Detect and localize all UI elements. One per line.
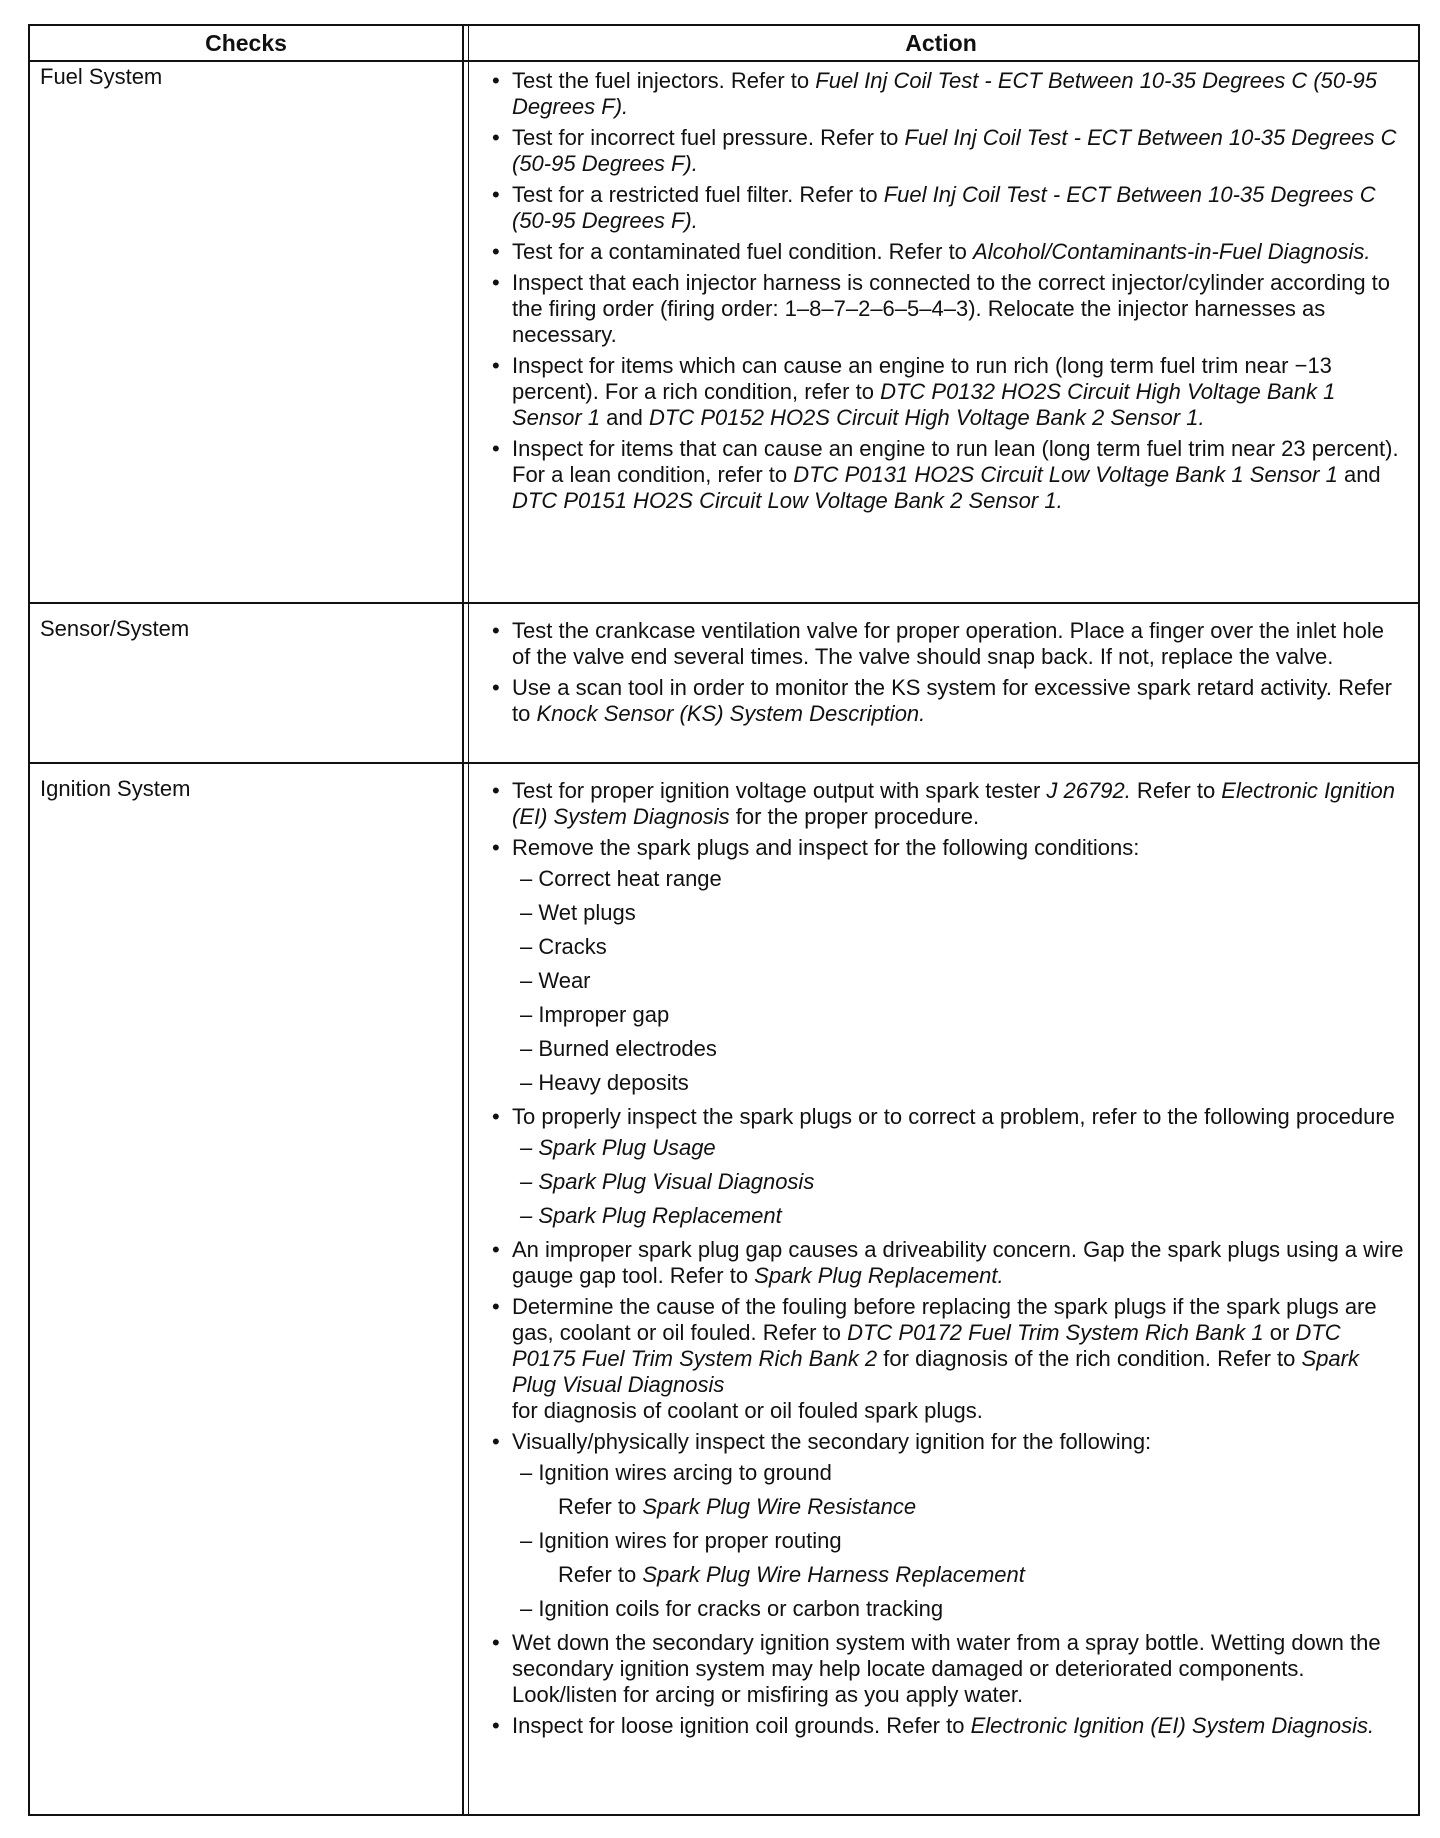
action-column-header: Action — [905, 30, 977, 56]
action-item: • Test for a restricted fuel filter. Refer to Fuel Inj Coil Test - ECT Between 10-35 Degrees C (50-95 Degrees F). — [488, 182, 1408, 234]
action-item: • To properly inspect the spark plugs or to correct a problem, refer to the following procedure — [488, 1104, 1408, 1130]
action-item: • Use a scan tool in order to monitor the KS system for excessive spark retard activity. Refer to Knock Sensor (KS) System Description. — [488, 675, 1408, 727]
column-divider — [462, 26, 464, 1814]
sub-item: – Improper gap — [520, 1002, 670, 1027]
action-item: • Test for incorrect fuel pressure. Refer to Fuel Inj Coil Test - ECT Between 10-35 Degrees C (50-95 Degrees F). — [488, 125, 1408, 177]
action-item: • Inspect for loose ignition coil grounds. Refer to Electronic Ignition (EI) System Diagnosis. — [488, 1713, 1408, 1739]
action-item: • Test the crankcase ventilation valve for proper operation. Place a finger over the inlet hole of the valve end several times. The valve should snap back. If not, replace the valve. — [488, 618, 1408, 670]
row-separator — [30, 762, 1418, 764]
action-cell-sensor-system — [488, 618, 1408, 732]
check-fuel-system: Fuel System — [40, 64, 163, 89]
action-item: • Visually/physically inspect the secondary ignition for the following: — [488, 1429, 1408, 1455]
sub-item: – Correct heat range — [520, 866, 722, 891]
sub-item: – Wear — [520, 968, 591, 993]
sub-reference: Refer to Spark Plug Wire Harness Replacement — [558, 1562, 1025, 1587]
sub-item: – Spark Plug Usage — [520, 1135, 716, 1160]
action-item: • Wet down the secondary ignition system with water from a spray bottle. Wetting down the secondary ignition system may help locate damaged or deteriorated components. Look/listen for arcing or misfiring as you apply water. — [488, 1630, 1408, 1708]
table-header — [30, 26, 1418, 62]
action-cell-ignition-system — [488, 778, 1408, 1744]
action-item: • Test the fuel injectors. Refer to Fuel Inj Coil Test - ECT Between 10-35 Degrees C (50-95 Degrees F). — [488, 68, 1408, 120]
sub-reference: Refer to Spark Plug Wire Resistance — [558, 1494, 917, 1519]
sub-item: – Spark Plug Replacement — [520, 1203, 782, 1228]
checks-column-header: Checks — [205, 30, 287, 56]
action-item: • An improper spark plug gap causes a driveability concern. Gap the spark plugs using a wire gauge gap tool. Refer to Spark Plug Replacement. — [488, 1237, 1408, 1289]
sub-item: – Cracks — [520, 934, 607, 959]
action-item: • Determine the cause of the fouling before replacing the spark plugs if the spark plugs are gas, coolant or oil fouled. Refer to DTC P0172 Fuel Trim System Rich Bank 1 or DTC P0175 Fuel Trim System Rich Bank 2 for diagnosis of the rich condition. Refer to Spark Plug Visual Diagnosis for diagnosis of coolant or oil fouled spark plugs. — [488, 1294, 1408, 1424]
diagnostic-table — [28, 24, 1420, 1816]
check-sensor-system: Sensor/System — [40, 616, 190, 641]
row-separator — [30, 602, 1418, 604]
sub-item: – Ignition coils for cracks or carbon tracking — [520, 1596, 944, 1621]
check-ignition-system: Ignition System — [40, 776, 191, 801]
column-divider-inner — [468, 26, 469, 1814]
sub-item: – Wet plugs — [520, 900, 636, 925]
sub-item: – Burned electrodes — [520, 1036, 717, 1061]
sub-item: – Ignition wires for proper routing — [520, 1528, 842, 1553]
action-cell-fuel-system — [488, 68, 1408, 519]
action-item: • Remove the spark plugs and inspect for the following conditions: — [488, 835, 1408, 861]
action-item: • Inspect for items that can cause an engine to run lean (long term fuel trim near 23 percent). For a lean condition, refer to DTC P0131 HO2S Circuit Low Voltage Bank 1 Sensor 1 and DTC P0151 HO2S Circuit Low Voltage Bank 2 Sensor 1. — [488, 436, 1408, 514]
sub-item: – Spark Plug Visual Diagnosis — [520, 1169, 815, 1194]
sub-item: – Ignition wires arcing to ground — [520, 1460, 832, 1485]
action-item: • Test for proper ignition voltage output with spark tester J 26792. Refer to Electronic Ignition (EI) System Diagnosis for the proper procedure. — [488, 778, 1408, 830]
action-item: • Inspect that each injector harness is connected to the correct injector/cylinder according to the firing order (firing order: 1–8–7–2–6–5–4–3). Relocate the injector harnesses as necessary. — [488, 270, 1408, 348]
action-item: • Test for a contaminated fuel condition. Refer to Alcohol/Contaminants-in-Fuel Diagnosis. — [488, 239, 1408, 265]
action-item: • Inspect for items which can cause an engine to run rich (long term fuel trim near −13 percent). For a rich condition, refer to DTC P0132 HO2S Circuit High Voltage Bank 1 Sensor 1 and DTC P0152 HO2S Circuit High Voltage Bank 2 Sensor 1. — [488, 353, 1408, 431]
sub-item: – Heavy deposits — [520, 1070, 689, 1095]
